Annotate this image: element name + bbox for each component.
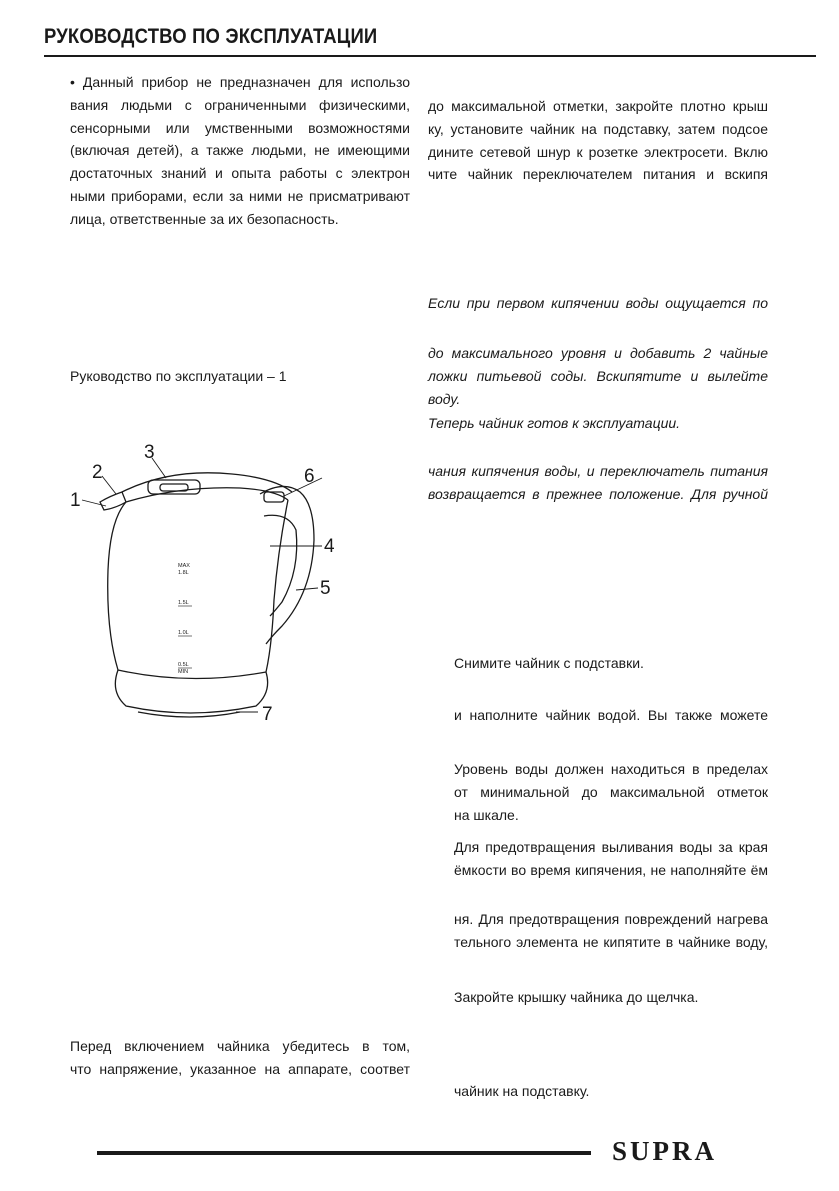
- handle-outer: [260, 486, 314, 644]
- scale-mark-label: MIN: [178, 669, 189, 675]
- text-line: до максимальной отметки, закройте плотно крыш: [428, 98, 768, 114]
- soda-paragraph: [428, 342, 768, 407]
- text-line: тельного элемента не кипятите в чайнике воду,: [454, 933, 768, 950]
- text-line: до максимального уровня и добавить 2 чайные: [428, 345, 768, 361]
- safety-paragraph: [70, 71, 410, 231]
- text-line: ложки питьевой соды. Вскипятите и вылейте воду.: [428, 367, 768, 407]
- callout-1: 1: [70, 490, 81, 511]
- text-line: Перед включением чайника убедитесь в том,: [70, 1038, 410, 1054]
- body-right: [266, 500, 288, 672]
- figure-caption: Руководство по эксплуатации – 1: [70, 368, 287, 384]
- brand-logo: SUPRA: [612, 1136, 718, 1166]
- scale-mark-label: MAX: [178, 563, 190, 569]
- scale-mark-label: 1.5L: [178, 600, 189, 606]
- text-line: Для предотвращения выливания воды за края: [454, 839, 768, 855]
- scale-mark-label: 0.5L: [178, 662, 189, 668]
- kettle-diagram: [60, 430, 360, 730]
- text-line: (включая детей), а также людьми, не имеющими: [70, 142, 410, 159]
- page-title: РУКОВОДСТВО ПО ЭКСПЛУАТАЦИИ: [44, 25, 378, 48]
- text-line: Уровень воды должен находиться в пределах: [454, 761, 768, 777]
- footer-divider: [97, 1151, 591, 1155]
- step-remove: Снимите чайник с подставки.: [454, 655, 644, 671]
- text-line: от минимальной до максимальной отметок: [454, 783, 768, 800]
- text-line: достаточных знаний и опыта работы с электрон: [70, 165, 410, 182]
- text-line: вания людьми с ограниченными физическими,: [70, 96, 410, 113]
- handle-inner: [264, 515, 297, 616]
- text-line: возвращается в прежнее положение. Для ручной: [428, 485, 768, 502]
- ready-note: Теперь чайник готов к эксплуатации.: [428, 415, 681, 431]
- text-line: ку, установите чайник на подставку, затем подсое: [428, 120, 768, 137]
- switch-paragraph: [428, 460, 768, 506]
- element-paragraph: [454, 908, 768, 954]
- text-line: Если при первом кипячении воды ощущается по: [428, 295, 768, 311]
- text-line: ня. Для предотвращения повреждений нагрева: [454, 911, 768, 927]
- text-line: ными приборами, если за ними не присматривают: [70, 187, 410, 204]
- text-line: и наполните чайник водой. Вы также можете: [454, 707, 768, 723]
- overflow-paragraph: [454, 836, 768, 882]
- text-line: • Данный прибор не предназначен для использо: [70, 74, 410, 90]
- body-waist: [118, 670, 266, 679]
- callout-4: 4: [324, 536, 335, 557]
- smell-paragraph: [428, 292, 768, 315]
- text-line: дините сетевой шнур к розетке электросети. Вклю: [428, 143, 768, 160]
- voltage-paragraph: [70, 1035, 410, 1081]
- body-left: [108, 502, 126, 670]
- level-paragraph: [454, 758, 768, 826]
- callout-3: 3: [144, 442, 155, 463]
- callout-5: 5: [320, 578, 331, 599]
- base-outline: [115, 670, 267, 713]
- text-line: чания кипячения воды, и переключатель питания: [428, 463, 768, 479]
- scale-mark-label: 1.0L: [178, 630, 189, 636]
- step-place: чайник на подставку.: [454, 1083, 590, 1099]
- text-line: сенсорными или умственными возможностями: [70, 119, 410, 136]
- text-line: лица, ответственные за их безопасность.: [70, 210, 339, 227]
- callout-6: 6: [304, 466, 315, 487]
- text-line: что напряжение, указанное на аппарате, соответ: [70, 1060, 410, 1077]
- callout-2: 2: [92, 462, 103, 483]
- text-line: чите чайник переключателем питания и вскипя: [428, 166, 768, 183]
- fill-paragraph: [428, 95, 768, 186]
- step-fill: [454, 704, 768, 727]
- text-line: на шкале.: [454, 806, 519, 823]
- header-divider: [44, 55, 816, 57]
- step-close: Закройте крышку чайника до щелчка.: [454, 989, 699, 1005]
- callout-7: 7: [262, 704, 273, 725]
- scale-mark-label: 1.8L: [178, 570, 189, 576]
- text-line: ёмкости во время кипячения, не наполняйте ём: [454, 861, 768, 878]
